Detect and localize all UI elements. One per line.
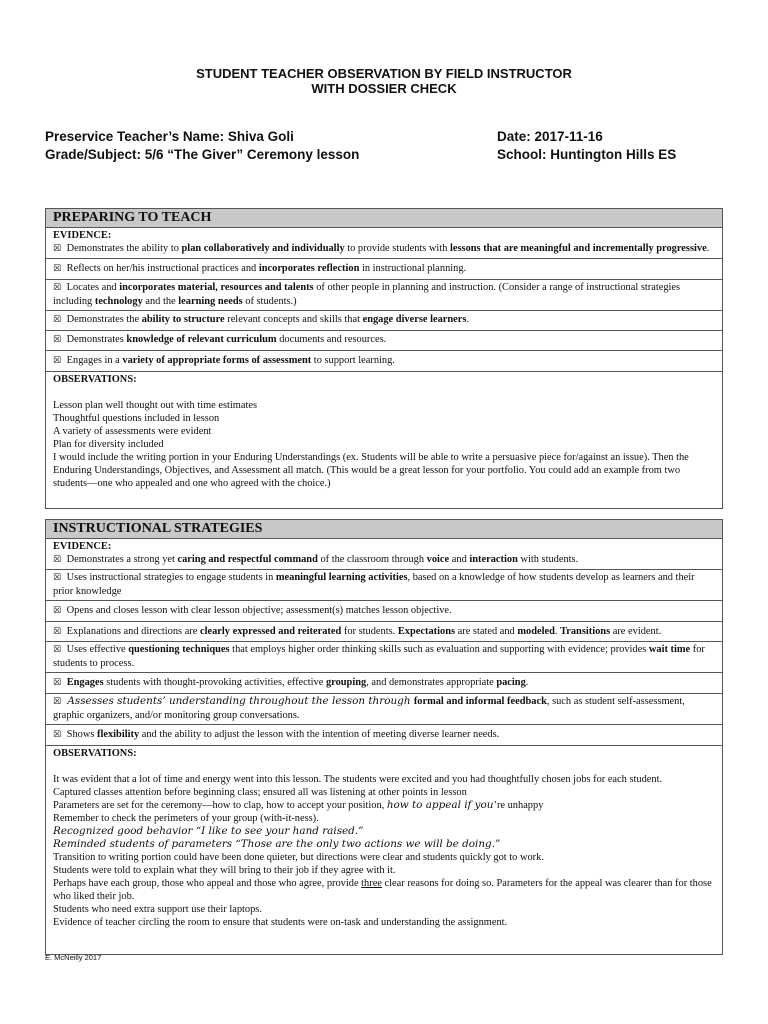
evidence-text: Locates and: [64, 282, 120, 293]
observation-line: It was evident that a lot of time and energy went into this lesson. The students were excited and you had thoughtfully chosen jobs for each student.: [53, 774, 663, 785]
instructional-evidence-row-4: [46, 622, 722, 642]
instructional-evidence-row-6: [46, 673, 722, 694]
evidence-text: Opens and closes lesson with clear lesson objective; assessment(s) matches lesson objective.: [64, 605, 452, 616]
checked-box-icon: ☒: [53, 335, 62, 345]
evidence-text: with students.: [517, 554, 579, 565]
observation-line: Plan for diversity included: [53, 439, 164, 450]
evidence-text: Demonstrates a strong yet: [64, 554, 178, 565]
checked-box-icon: ☒: [53, 244, 62, 254]
observation-text: Perhaps have each group, those who appeal and those who agree, provide: [53, 878, 362, 889]
evidence-text: relevant concepts and skills that: [224, 314, 363, 325]
evidence-emphasis: technology: [94, 296, 143, 307]
checked-box-icon: ☒: [53, 356, 62, 366]
observation-line: Students were told to explain what they will bring to their job if they agree with it.: [53, 865, 396, 876]
observation-line: Students who need extra support use their laptops.: [53, 904, 262, 915]
checked-box-icon: ☒: [53, 573, 62, 583]
checked-box-icon: ☒: [53, 645, 62, 655]
evidence-text: of the classroom through: [317, 554, 427, 565]
observation-line: Lesson plan well thought out with time estimates: [53, 400, 258, 411]
evidence-text: for students to process.: [53, 644, 705, 669]
evidence-text: .: [525, 677, 529, 688]
evidence-emphasis: flexibility: [97, 729, 140, 740]
evidence-emphasis: Expectations: [397, 626, 456, 637]
evidence-text: are stated and: [455, 626, 518, 637]
checked-box-icon: ☒: [53, 555, 62, 565]
preparing-section: [45, 208, 723, 509]
evidence-emphasis: interaction: [469, 554, 518, 565]
evidence-emphasis: caring and respectful command: [177, 554, 318, 565]
evidence-emphasis: formal and informal feedback: [413, 696, 547, 707]
checked-box-icon: ☒: [53, 283, 62, 293]
observation-line: A variety of assessments were evident: [53, 426, 212, 437]
checked-box-icon: ☒: [53, 264, 62, 274]
evidence-text: to support learning.: [311, 355, 395, 366]
evidence-emphasis: voice: [426, 554, 450, 565]
evidence-emphasis: incorporates reflection: [258, 263, 360, 274]
evidence-text: , such as student self-assessment, graphic organizers, and/or monitoring group conversations.: [53, 696, 685, 721]
evidence-text: of other people in planning and instruction. (Consider a range of instructional strategies including: [53, 282, 681, 307]
evidence-emphasis: pacing: [496, 677, 526, 688]
evidence-text: , and demonstrates appropriate: [366, 677, 497, 688]
instructional-evidence-row-7: [46, 694, 722, 725]
evidence-text: in instructional planning.: [359, 263, 467, 274]
evidence-emphasis: wait time: [648, 644, 691, 655]
evidence-text: Demonstrates the ability to: [64, 243, 182, 254]
evidence-emphasis: questioning techniques: [128, 644, 230, 655]
evidence-text: Uses instructional strategies to engage students in: [64, 572, 276, 583]
observation-line: [53, 877, 715, 903]
evidence-text: .: [466, 314, 470, 325]
preparing-evidence-row-6: [46, 351, 722, 372]
instructional-evidence-row-2: [46, 570, 722, 601]
instructional-evidence-row-8: [46, 725, 722, 746]
checked-box-icon: ☒: [53, 315, 62, 325]
observations-label: OBSERVATIONS:: [53, 748, 137, 759]
evidence-emphasis: lessons that are meaningful and incrementally progressive: [450, 243, 707, 254]
evidence-text: are evident.: [610, 626, 662, 637]
checked-box-icon: ☒: [53, 678, 62, 688]
evidence-emphasis: variety of appropriate forms of assessment: [122, 355, 312, 366]
instructional-section: [45, 519, 723, 955]
observation-line: Recognized good behavior “I like to see your hand raised.”: [53, 825, 364, 837]
preparing-evidence-row-3: [46, 280, 722, 311]
preparing-evidence-row-2: [46, 259, 722, 280]
observation-underlined: three: [361, 878, 382, 889]
observation-text: Parameters are set for the ceremony—how to clap, how to accept your position,: [53, 800, 387, 811]
evidence-emphasis: clearly expressed and reiterated: [199, 626, 342, 637]
evidence-text: that employs higher order thinking skills such as evaluation and supporting with evidence; provides: [229, 644, 649, 655]
observations-label: OBSERVATIONS:: [53, 374, 137, 385]
instructional-title: INSTRUCTIONAL STRATEGIES: [46, 520, 722, 539]
observation-line: Evidence of teacher circling the room to ensure that students were on-task and understanding the assignment.: [53, 917, 508, 928]
teacher-name: Preservice Teacher’s Name: Shiva Goli: [45, 129, 294, 144]
evidence-emphasis: plan collaboratively and individually: [181, 243, 345, 254]
preparing-evidence-row-4: [46, 311, 722, 331]
evidence-emphasis: grouping: [325, 677, 367, 688]
observation-line: Remember to check the perimeters of your group (with-it-ness).: [53, 813, 319, 824]
evidence-text: of students.): [242, 296, 297, 307]
evidence-text: , based on a knowledge of how students develop as learners and their prior knowledge: [53, 572, 695, 597]
observation-line: Thoughtful questions included in lesson: [53, 413, 220, 424]
evidence-text: and the: [142, 296, 179, 307]
evidence-text: .: [706, 243, 710, 254]
preparing-evidence-row-5: [46, 331, 722, 351]
evidence-emphasis: learning needs: [178, 296, 243, 307]
evidence-text: Shows: [64, 729, 97, 740]
preparing-observations: [46, 372, 722, 508]
evidence-text: .: [554, 626, 561, 637]
instructional-observations: [46, 746, 722, 954]
school-name: School: Huntington Hills ES: [497, 147, 677, 162]
evidence-emphasis: Transitions: [560, 626, 611, 637]
observation-text: clear reasons for doing so. Parameters for the appeal was clearer than for those who liked their job.: [53, 878, 712, 902]
checked-box-icon: ☒: [53, 730, 62, 740]
observation-line: I would include the writing portion in your Enduring Understandings (ex. Students will be able to write a persuasive piece for/against an issue). Then the Enduring Understandings, Objectives, and Assessment all match. (This would be a great lesson for your portfolio. You could add an example from two students—one who appealed and one who agreed with the choice.): [53, 452, 689, 489]
observation-text: ’re unhappy: [493, 800, 544, 811]
observation-date: Date: 2017-11-16: [497, 129, 603, 144]
evidence-text: Explanations and directions are: [64, 626, 200, 637]
document-title-line1: STUDENT TEACHER OBSERVATION BY FIELD INSTRUCTOR: [196, 66, 572, 81]
evidence-text: students with thought-provoking activities, effective: [103, 677, 326, 688]
evidence-text: Demonstrates: [64, 334, 127, 345]
checked-box-icon: ☒: [53, 606, 62, 616]
checked-box-icon: ☒: [53, 697, 62, 707]
evidence-text: Uses effective: [64, 644, 129, 655]
evidence-emphasis: ability to structure: [141, 314, 225, 325]
checked-box-icon: ☒: [53, 627, 62, 637]
evidence-emphasis: engage diverse learners: [362, 314, 467, 325]
evidence-label: EVIDENCE:: [53, 541, 112, 552]
instructional-evidence-row-5: [46, 642, 722, 673]
evidence-text: and: [449, 554, 470, 565]
evidence-label: EVIDENCE:: [53, 230, 112, 241]
preparing-title: PREPARING TO TEACH: [46, 209, 722, 228]
evidence-text: for students.: [341, 626, 398, 637]
evidence-text: and the ability to adjust the lesson with the intention of meeting diverse learner needs.: [139, 729, 500, 740]
observation-line: Reminded students of parameters “Those are the only two actions we will be doing.”: [53, 838, 501, 850]
evidence-text: Reflects on her/his instructional practices and: [64, 263, 259, 274]
instructional-evidence-row-3: [46, 601, 722, 622]
evidence-emphasis: modeled: [517, 626, 555, 637]
evidence-text: Assesses students’ understanding throughout the lesson through: [64, 695, 414, 707]
observation-line: [53, 799, 715, 812]
footer-credit: E. McNeilly 2017: [45, 953, 102, 962]
observation-line: Captured classes attention before beginning class; ensured all was listening at other points in lesson: [53, 787, 467, 798]
instructional-evidence-row-1: [46, 539, 722, 570]
evidence-text: to provide students with: [344, 243, 450, 254]
observation-line: Transition to writing portion could have been done quieter, but directions were clear and students quickly got to work.: [53, 852, 544, 863]
evidence-emphasis: Engages: [66, 677, 104, 688]
evidence-emphasis: meaningful learning activities: [275, 572, 408, 583]
preparing-evidence-row-1: [46, 228, 722, 259]
evidence-emphasis: incorporates material, resources and talents: [119, 282, 314, 293]
evidence-text: Engages in a: [64, 355, 123, 366]
observation-handwritten: how to appeal if you: [386, 799, 494, 811]
grade-subject: Grade/Subject: 5/6 “The Giver” Ceremony lesson: [45, 147, 360, 162]
evidence-text: Demonstrates the: [64, 314, 142, 325]
evidence-emphasis: knowledge of relevant curriculum: [126, 334, 277, 345]
evidence-text: documents and resources.: [276, 334, 387, 345]
document-title-line2: WITH DOSSIER CHECK: [311, 81, 457, 96]
